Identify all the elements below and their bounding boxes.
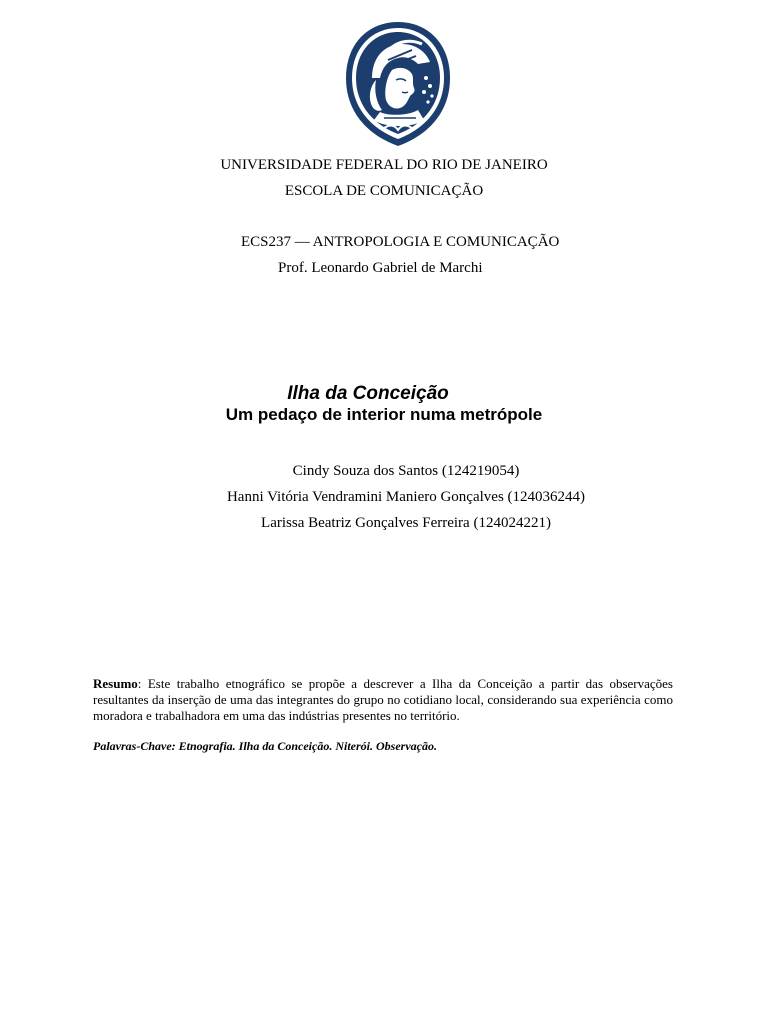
ufrj-minerva-seal-icon <box>342 20 454 148</box>
author-id: (124024221) <box>473 515 551 531</box>
abstract-paragraph <box>93 676 673 724</box>
keywords-line: Palavras-Chave: Etnografia. Ilha da Conceição. Niterói. Observação. <box>93 739 437 753</box>
author-name: Cindy Souza dos Santos <box>292 463 439 479</box>
author-id: (124219054) <box>441 463 520 479</box>
author-line <box>0 514 768 532</box>
author-name: Larissa Beatriz Gonçalves Ferreira <box>261 515 470 531</box>
document-subtitle: Um pedaço de interior numa metrópole <box>225 405 543 424</box>
course-name: ECS237 — ANTROPOLOGIA E COMUNICAÇÃO <box>241 234 560 250</box>
document-title: Ilha da Conceição <box>287 383 449 404</box>
author-line <box>0 488 768 506</box>
author-name: Hanni Vitória Vendramini Maniero Gonçalves <box>226 489 504 505</box>
school-name: ESCOLA DE COMUNICAÇÃO <box>284 183 484 199</box>
university-name: UNIVERSIDADE FEDERAL DO RIO DE JANEIRO <box>220 157 548 173</box>
abstract-text: : Este trabalho etnográfico se propõe a descrever a Ilha da Conceição a partir das observações resultantes da inserção de uma das integrantes do grupo no cotidiano local, considerando sua experiência como moradora e trabalhadora em uma das indústrias presentes no território. <box>93 676 673 723</box>
professor-name: Prof. Leonardo Gabriel de Marchi <box>278 260 483 276</box>
author-line <box>0 462 768 480</box>
university-seal-logo <box>342 20 454 148</box>
abstract-label: Resumo <box>93 676 138 691</box>
author-id: (124036244) <box>507 489 586 505</box>
